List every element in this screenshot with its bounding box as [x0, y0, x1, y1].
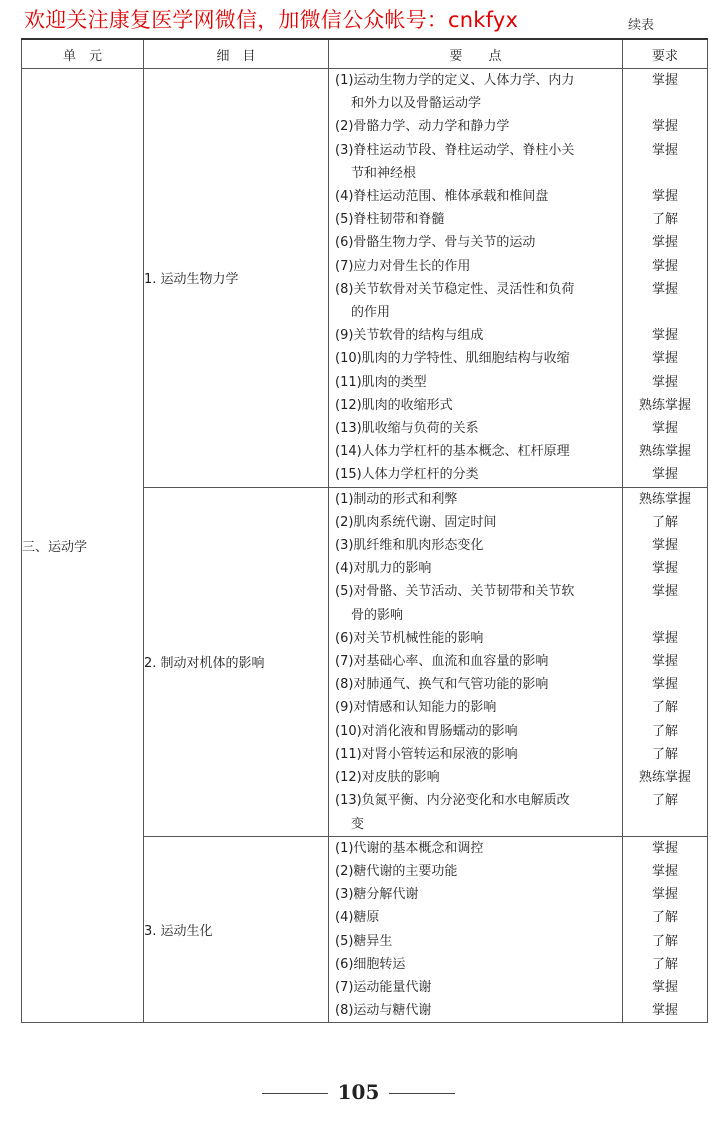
- requirement-level: 掌握: [651, 258, 678, 274]
- requirement-spacer: [623, 812, 707, 835]
- requirement-level: 掌握: [651, 328, 678, 344]
- point-text: (7)运动能量代谢: [335, 979, 432, 995]
- requirement-level: 熟练掌握: [638, 444, 691, 460]
- point-item: [329, 511, 622, 534]
- point-text: (6)对关节机械性能的影响: [335, 630, 484, 646]
- point-item: [329, 440, 622, 463]
- point-text: (1)运动生物力学的定义、人体力学、内力: [335, 73, 575, 88]
- point-item: [329, 534, 622, 557]
- point-item: [329, 627, 622, 650]
- point-item: [329, 883, 622, 906]
- point-item: [329, 580, 622, 626]
- requirement-level: 了解: [651, 746, 678, 762]
- point-text: (14)人体力学杠杆的基本概念、杠杆原理: [335, 444, 570, 460]
- point-text: (15)人体力学杠杆的分类: [335, 467, 479, 483]
- point-item: [329, 837, 622, 860]
- point-text: (4)对肌力的影响: [335, 561, 432, 577]
- requirement-spacer: [623, 162, 707, 185]
- point-text: (8)对肺通气、换气和气管功能的影响: [335, 677, 549, 693]
- point-text: (8)关节软骨对关节稳定性、灵活性和负荷: [335, 281, 575, 297]
- requirements-cell: [623, 836, 708, 1023]
- point-item: [329, 231, 622, 254]
- point-item: [329, 906, 622, 929]
- header-unit: 单 元: [22, 39, 144, 69]
- point-text: (11)肌肉的类型: [335, 374, 427, 390]
- footer-rule-right: [389, 1093, 455, 1094]
- points-cell: [329, 836, 623, 1023]
- point-item: [329, 208, 622, 231]
- requirement-spacer: [623, 604, 707, 627]
- point-text: (10)肌肉的力学特性、肌细胞结构与收缩: [335, 351, 570, 367]
- requirement-level: 掌握: [651, 235, 678, 251]
- point-item: [329, 766, 622, 789]
- requirement-spacer: [623, 92, 707, 115]
- requirement-level: 掌握: [651, 538, 678, 554]
- point-text: (12)对皮肤的影响: [335, 770, 440, 786]
- point-text: (2)骨骼力学、动力学和静力学: [335, 119, 510, 135]
- requirement-level: 掌握: [651, 1003, 678, 1019]
- point-text: (7)对基础心率、血流和血容量的影响: [335, 654, 549, 670]
- header-row: [22, 39, 708, 69]
- point-item: [329, 650, 622, 673]
- point-text: (3)脊柱运动节段、脊柱运动学、脊柱小关: [335, 142, 575, 158]
- section-row: [22, 69, 708, 488]
- point-item: [329, 463, 622, 486]
- points-cell: [329, 487, 623, 836]
- requirement-level: 了解: [651, 793, 678, 809]
- point-item: [329, 185, 622, 208]
- requirement-level: 掌握: [651, 584, 678, 600]
- point-text: (2)肌肉系统代谢、固定时间: [335, 514, 497, 530]
- point-text: (12)肌肉的收缩形式: [335, 397, 453, 413]
- point-item: [329, 488, 622, 511]
- requirement-level: 掌握: [651, 281, 678, 297]
- point-text: (5)脊柱韧带和脊髓: [335, 212, 445, 228]
- requirement-level: 熟练掌握: [638, 397, 691, 413]
- point-text-continued: 节和神经根: [351, 165, 417, 181]
- points-cell: [329, 69, 623, 488]
- requirement-level: 了解: [651, 700, 678, 716]
- requirement-spacer: [623, 301, 707, 324]
- requirement-level: 掌握: [651, 677, 678, 693]
- point-item: [329, 417, 622, 440]
- point-item: [329, 139, 622, 185]
- point-text: (13)负氮平衡、内分泌变化和水电解质改: [335, 793, 570, 809]
- syllabus-table: [21, 38, 708, 1023]
- requirement-level: 掌握: [651, 73, 678, 88]
- point-item: [329, 69, 622, 115]
- requirement-level: 掌握: [651, 561, 678, 577]
- point-text: (9)对情感和认知能力的影响: [335, 700, 497, 716]
- point-item: [329, 394, 622, 417]
- header-subitem: 细 目: [144, 39, 329, 69]
- point-text: (8)运动与糖代谢: [335, 1003, 432, 1019]
- point-item: [329, 720, 622, 743]
- point-item: [329, 860, 622, 883]
- requirement-level: 掌握: [651, 421, 678, 436]
- point-item: [329, 953, 622, 976]
- point-text: (3)肌纤维和肌肉形态变化: [335, 538, 484, 554]
- requirement-level: 掌握: [651, 374, 678, 390]
- requirement-level: 了解: [651, 956, 678, 972]
- requirement-level: 掌握: [651, 119, 678, 135]
- point-text: (13)肌收缩与负荷的关系: [335, 421, 479, 437]
- point-text: (7)应力对骨生长的作用: [335, 258, 471, 274]
- point-item: [329, 347, 622, 370]
- requirement-level: 了解: [651, 514, 678, 530]
- point-item: [329, 278, 622, 324]
- point-item: [329, 696, 622, 719]
- requirement-level: 掌握: [651, 630, 678, 646]
- requirements-cell: [623, 69, 708, 488]
- point-item: [329, 930, 622, 953]
- point-text-continued: 变: [351, 816, 365, 832]
- point-text: (10)对消化液和胃肠蠕动的影响: [335, 723, 518, 739]
- point-text: (1)制动的形式和利弊: [335, 491, 458, 507]
- point-text: (11)对肾小管转运和尿液的影响: [335, 746, 518, 762]
- point-item: [329, 976, 622, 999]
- point-text: (2)糖代谢的主要功能: [335, 863, 458, 879]
- requirement-level: 掌握: [651, 979, 678, 995]
- requirement-level: 掌握: [651, 654, 678, 670]
- promo-banner: 欢迎关注康复医学网微信，加微信公众帐号：cnkfyx: [24, 8, 519, 32]
- continued-label: 续表: [628, 18, 655, 33]
- point-text-continued: 和外力以及骨骼运动学: [351, 96, 482, 112]
- footer-rule-left: [262, 1093, 328, 1094]
- unit-cell: 三、运动学: [22, 69, 144, 1023]
- requirement-level: 了解: [651, 212, 678, 228]
- requirements-cell: [623, 487, 708, 836]
- requirement-level: 掌握: [651, 863, 678, 879]
- subitem-cell: 1. 运动生物力学: [144, 69, 329, 488]
- header-requirement: 要求: [623, 39, 708, 69]
- point-text: (4)脊柱运动范围、椎体承载和椎间盘: [335, 189, 549, 205]
- requirement-level: 掌握: [651, 467, 678, 483]
- point-item: [329, 255, 622, 278]
- requirement-level: 熟练掌握: [638, 770, 691, 786]
- point-item: [329, 557, 622, 580]
- requirement-level: 掌握: [651, 351, 678, 367]
- header-points: 要 点: [329, 39, 623, 69]
- point-text: (9)关节软骨的结构与组成: [335, 328, 484, 344]
- page-number-footer: [0, 1080, 717, 1104]
- point-item: [329, 115, 622, 138]
- requirement-level: 了解: [651, 933, 678, 949]
- requirement-level: 掌握: [651, 887, 678, 903]
- point-text: (1)代谢的基本概念和调控: [335, 840, 484, 856]
- requirement-level: 掌握: [651, 188, 678, 204]
- point-item: [329, 673, 622, 696]
- subitem-cell: 3. 运动生化: [144, 836, 329, 1023]
- requirement-level: 了解: [651, 910, 678, 926]
- point-text-continued: 的作用: [351, 305, 391, 321]
- point-item: [329, 743, 622, 766]
- point-text-continued: 骨的影响: [351, 607, 404, 623]
- point-text: (6)细胞转运: [335, 956, 406, 972]
- point-text: (4)糖原: [335, 910, 380, 926]
- point-text: (5)糖异生: [335, 933, 393, 949]
- requirement-level: 掌握: [651, 142, 678, 158]
- requirement-level: 掌握: [651, 840, 678, 856]
- point-item: [329, 999, 622, 1022]
- point-text: (3)糖分解代谢: [335, 887, 419, 903]
- subitem-cell: 2. 制动对机体的影响: [144, 487, 329, 836]
- requirement-level: 熟练掌握: [638, 491, 691, 507]
- requirement-level: 了解: [651, 723, 678, 739]
- point-text: (6)骨骼生物力学、骨与关节的运动: [335, 235, 536, 251]
- point-item: [329, 324, 622, 347]
- page-number: 105: [337, 1080, 380, 1104]
- point-text: (5)对骨骼、关节活动、关节韧带和关节软: [335, 584, 575, 600]
- point-item: [329, 789, 622, 835]
- point-item: [329, 371, 622, 394]
